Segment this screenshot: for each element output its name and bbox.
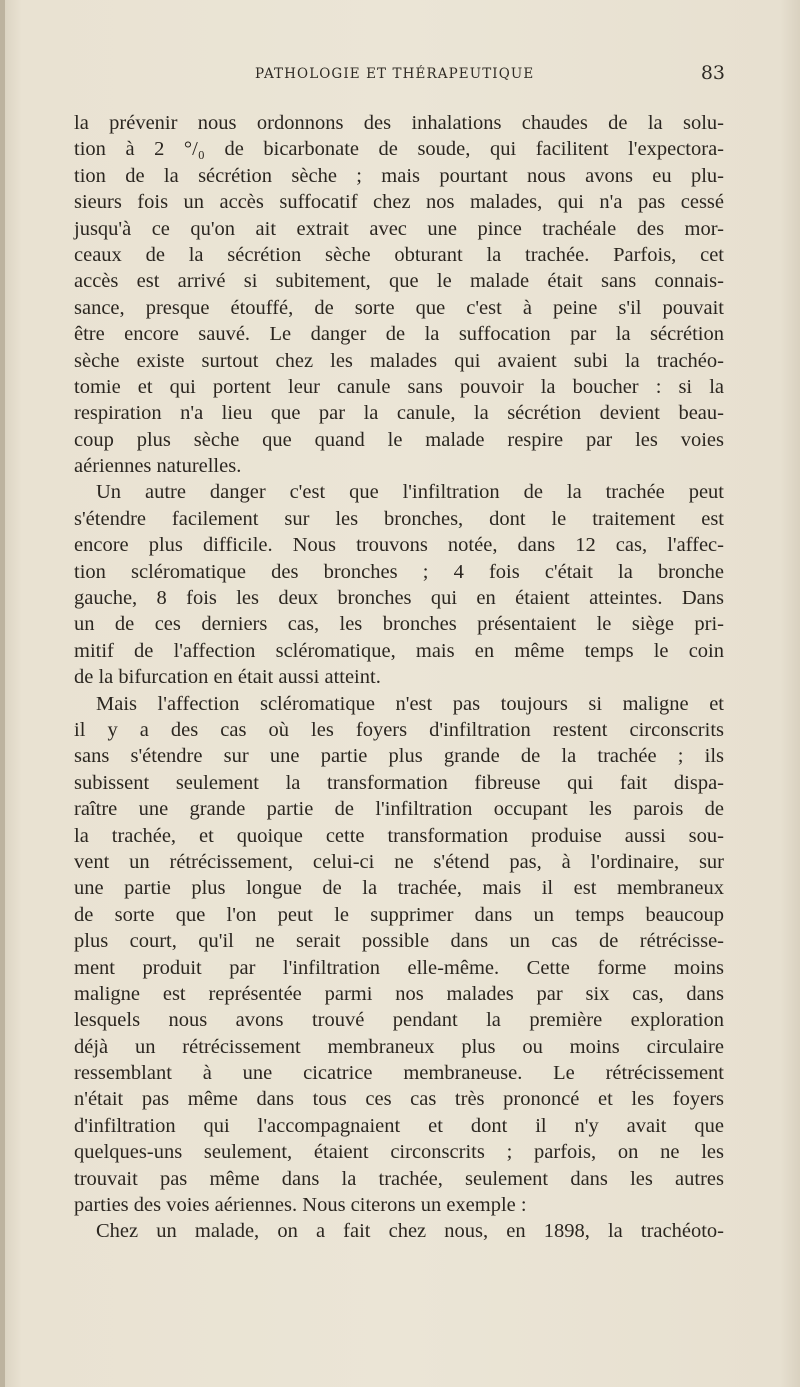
text-line: maligne est représentée parmi nos malades par six cas, dans (74, 982, 724, 1005)
text-line: un de ces derniers cas, les bronches présentaient le siège pri- (74, 613, 724, 636)
text-line: vent un rétrécissement, celui-ci ne s'étend pas, à l'ordinaire, sur (74, 850, 724, 873)
text-line: déjà un rétrécissement membraneux plus ou moins circulaire (74, 1035, 724, 1058)
text-line: quelques-uns seulement, étaient circonscrits ; parfois, on ne les (74, 1141, 724, 1164)
text-line: encore plus difficile. Nous trouvons notée, dans 12 cas, l'affec- (74, 534, 724, 557)
page-header (255, 62, 725, 88)
text-line: la prévenir nous ordonnons des inhalations chaudes de la solu- (74, 112, 724, 134)
text-line: lesquels nous avons trouvé pendant la première exploration (74, 1009, 724, 1032)
text-line: ment produit par l'infiltration elle-même. Cette forme moins (74, 956, 724, 979)
text-line: tion scléromatique des bronches ; 4 fois c'était la bronche (74, 560, 724, 583)
text-line: gauche, 8 fois les deux bronches qui en étaient atteintes. Dans (74, 587, 724, 610)
text-line: jusqu'à ce qu'on ait extrait avec une pince trachéale des mor- (74, 217, 724, 240)
text-line: une partie plus longue de la trachée, mais il est membraneux (74, 877, 724, 900)
text-line: d'infiltration qui l'accompagnaient et dont il n'y avait que (74, 1114, 724, 1137)
page-number: 83 (700, 62, 725, 84)
paragraph-start-line: Chez un malade, on a fait chez nous, en 1898, la trachéoto- (96, 1220, 724, 1243)
text-line: tion de la sécrétion sèche ; mais pourtant nous avons eu plu- (74, 164, 724, 187)
text-line: sèche existe surtout chez les malades qui avaient subi la trachéo- (74, 349, 724, 372)
text-line: respiration n'a lieu que par la canule, la sécrétion devient beau- (74, 402, 724, 425)
text-line: ceaux de la sécrétion sèche obturant la trachée. Parfois, cet (74, 243, 724, 266)
text-line: la trachée, et quoique cette transformation produise aussi sou- (74, 824, 724, 847)
paragraph-end-line: aériennes naturelles. (74, 455, 242, 478)
text-line: il y a des cas où les foyers d'infiltration restent circonscrits (74, 718, 724, 741)
text-line: raître une grande partie de l'infiltration occupant les parois de (74, 798, 724, 821)
text-line: subissent seulement la transformation fibreuse qui fait dispa- (74, 771, 724, 794)
text-line: accès est arrivé si subitement, que le malade était sans connais- (74, 270, 724, 293)
paragraph-end-line: parties des voies aériennes. Nous citerons un exemple : (74, 1194, 527, 1217)
text-line: de sorte que l'on peut le supprimer dans un temps beaucoup (74, 903, 724, 926)
paragraph-end-line: de la bifurcation en était aussi atteint. (74, 666, 381, 689)
text-line: n'était pas même dans tous ces cas très prononcé et les foyers (74, 1088, 724, 1111)
text-line: s'étendre facilement sur les bronches, dont le traitement est (74, 507, 724, 530)
text-line: trouvait pas même dans la trachée, seulement dans les autres (74, 1167, 724, 1190)
running-title: PATHOLOGIE ET THÉRAPEUTIQUE (255, 66, 535, 82)
text-line: sans s'étendre sur une partie plus grande de la trachée ; ils (74, 745, 724, 768)
text-line: plus court, qu'il ne serait possible dans un cas de rétrécisse- (74, 930, 724, 953)
text-line: mitif de l'affection scléromatique, mais en même temps le coin (74, 639, 724, 662)
text-line: ressemblant à une cicatrice membraneuse. Le rétrécissement (74, 1062, 724, 1085)
text-line: sance, presque étouffé, de sorte que c'est à peine s'il pouvait (74, 296, 724, 319)
text-line: tomie et qui portent leur canule sans pouvoir la boucher : si la (74, 375, 724, 398)
paragraph-start-line: Mais l'affection scléromatique n'est pas toujours si maligne et (96, 692, 724, 715)
text-line: tion à 2 °/₀ de bicarbonate de soude, qui facilitent l'expectora- (74, 138, 724, 161)
text-line: coup plus sèche que quand le malade respire par les voies (74, 428, 724, 451)
paragraph-start-line: Un autre danger c'est que l'infiltration de la trachée peut (96, 481, 724, 504)
text-line: sieurs fois un accès suffocatif chez nos malades, qui n'a pas cessé (74, 191, 724, 214)
body-text (74, 110, 724, 1245)
page-binding-edge (0, 0, 5, 1387)
text-line: être encore sauvé. Le danger de la suffocation par la sécrétion (74, 323, 724, 346)
